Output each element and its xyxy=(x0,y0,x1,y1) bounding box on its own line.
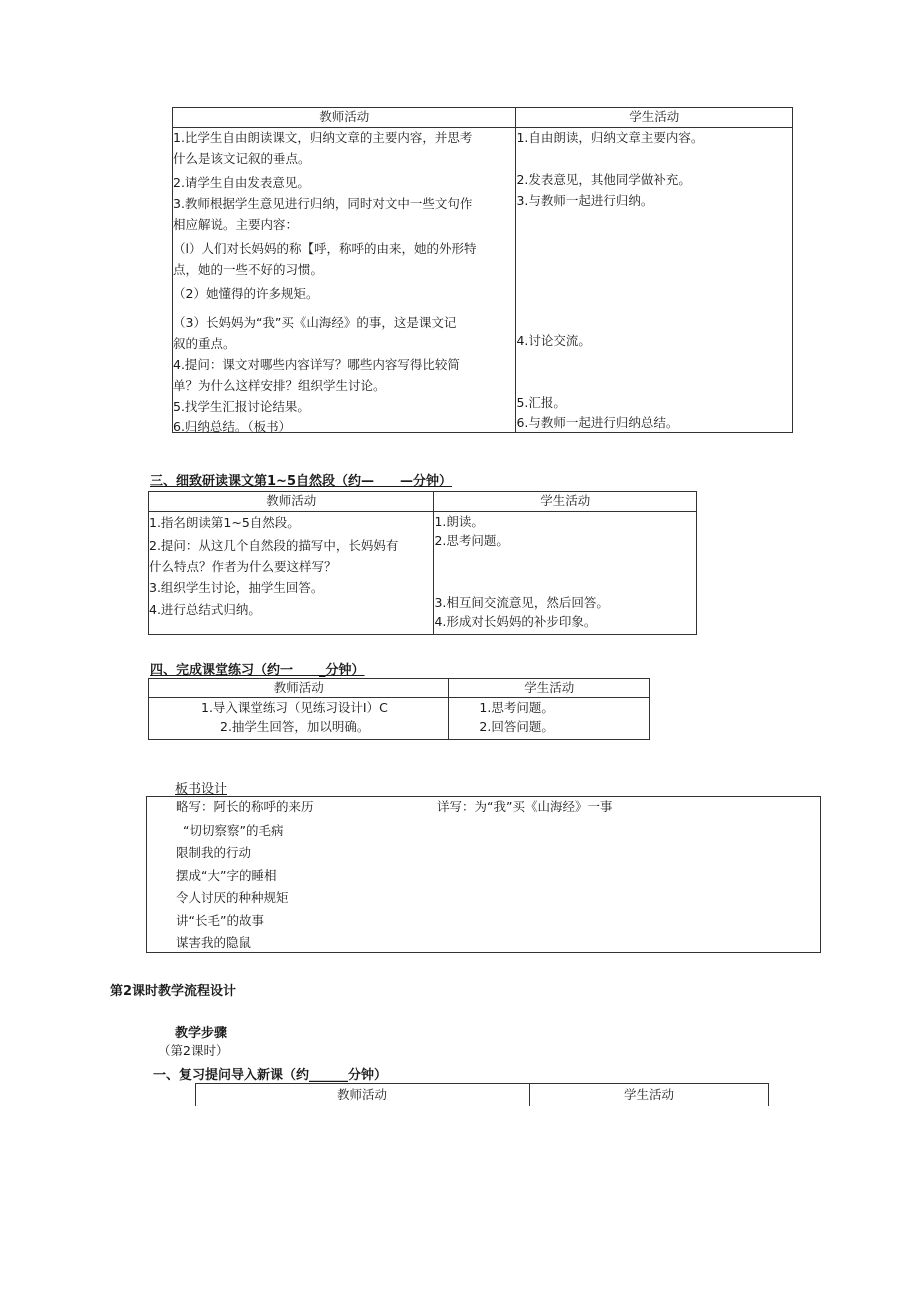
header-teacher: 教师活动 xyxy=(336,1087,387,1102)
table-row: （2）她懂得的许多规矩。 xyxy=(173,286,319,301)
header-teacher: 教师活动 xyxy=(319,109,370,124)
table-row: 什么是该文记叙的垂点。 xyxy=(173,151,311,166)
teacher-cell xyxy=(173,128,516,433)
table-row: 3.相互间交流意见，然后回答。 xyxy=(434,595,609,610)
header-student: 学生活动 xyxy=(629,109,680,124)
divider xyxy=(768,1084,769,1106)
table-row: 2.回答问题。 xyxy=(479,719,554,734)
board-title: 板书设计 xyxy=(175,782,228,797)
board-box xyxy=(146,796,821,953)
table-activities-3 xyxy=(148,491,697,635)
list-item: 略写：阿长的称呼的来历 xyxy=(176,799,314,814)
lesson2-title: 第2课时教学流程设计 xyxy=(110,984,237,999)
section4-title: 四、完成课堂练习（约一 _分钟） xyxy=(150,663,365,678)
table-row: 4.进行总结式归纳。 xyxy=(149,602,261,617)
student-cell xyxy=(434,512,697,635)
teacher-cell xyxy=(149,512,434,635)
header-teacher: 教师活动 xyxy=(266,493,317,508)
list-item: 详写：为“我”买《山海经》一事 xyxy=(437,799,613,814)
list-item: 摆成“大”字的睡相 xyxy=(176,868,277,883)
table-row: 2.抽学生回答，加以明确。 xyxy=(220,719,370,734)
table-row: 3.组织学生讨论，抽学生回答。 xyxy=(149,580,324,595)
table-row: 单？为什么这样安排？组织学生讨论。 xyxy=(173,378,386,393)
table-activities-1 xyxy=(172,107,793,433)
table-row: 2.请学生自由发表意见。 xyxy=(173,175,310,190)
student-cell xyxy=(449,698,650,740)
table-row: 2.思考问题。 xyxy=(434,533,509,548)
header-teacher: 教师活动 xyxy=(273,680,324,695)
steps-title: 教学步骤 xyxy=(175,1026,228,1041)
table-row: （l）人们对长妈妈的称【呼，称呼的由来，她的外形特 xyxy=(173,241,477,256)
list-item: 讲“长毛”的故事 xyxy=(176,913,264,928)
table-row: 4.形成对长妈妈的补步印象。 xyxy=(434,614,597,629)
table-row: （3）长妈妈为“我”买《山海经》的事，这是课文记 xyxy=(173,315,457,330)
table-row: 6.归纳总结。（板书） xyxy=(173,419,292,434)
table-row: 5.找学生汇报讨论结果。 xyxy=(173,399,310,414)
student-cell xyxy=(516,128,793,433)
table-activities-4 xyxy=(148,678,650,740)
table-row: 1.导入课堂练习（见练习设计I）C xyxy=(201,700,388,715)
lesson2-table-header xyxy=(195,1083,769,1106)
table-row: 1.比学生自由朗读课文，归纳文章的主要内容，并思考 xyxy=(173,130,473,145)
table-row: 3.教师根据学生意见进行归纳，同时对文中一些文句作 xyxy=(173,196,473,211)
table-row: 2.发表意见，其他同学做补充。 xyxy=(516,172,691,187)
table-row: 2.提问：从这几个自然段的描写中，长妈妈有 xyxy=(149,538,399,553)
table-row: 叙的重点。 xyxy=(173,336,236,351)
list-item: 令人讨厌的种种规矩 xyxy=(176,890,289,905)
table-row: 6.与教师一起进行归纳总结。 xyxy=(516,415,679,430)
header-student: 学生活动 xyxy=(524,680,575,695)
table-row: 4.提问：课文对哪些内容详写？哪些内容写得比较简 xyxy=(173,357,460,372)
header-student: 学生活动 xyxy=(540,493,591,508)
header-student: 学生活动 xyxy=(623,1087,674,1102)
lesson2-subtitle: （第2课时） xyxy=(158,1043,229,1058)
table-row: 1.思考问题。 xyxy=(479,700,554,715)
table-row: 5.汇报。 xyxy=(516,395,566,410)
table-row: 1.朗读。 xyxy=(434,514,484,529)
section3-title: 三、细致研读课文第1~5自然段（约— —分钟） xyxy=(150,474,452,489)
list-item: 限制我的行动 xyxy=(176,845,252,860)
table-row: 4.讨论交流。 xyxy=(516,333,591,348)
section1-title: 一、复习提问导入新课（约______分钟） xyxy=(153,1068,388,1083)
table-row: 什么特点？作者为什么要这样写？ xyxy=(149,559,337,574)
table-row: 1.指名朗读第1~5自然段。 xyxy=(149,515,300,530)
list-item: “切切察察”的毛病 xyxy=(183,823,284,838)
table-row: 3.与教师一起进行归纳。 xyxy=(516,193,654,208)
teacher-cell xyxy=(149,698,449,740)
list-item: 谋害我的隐鼠 xyxy=(176,935,252,950)
table-row: 相应解说。主要内容： xyxy=(173,217,299,232)
table-row: 1.自由朗读，归纳文章主要内容。 xyxy=(516,130,704,145)
table-row: 点，她的一些不好的习惯。 xyxy=(173,262,324,277)
